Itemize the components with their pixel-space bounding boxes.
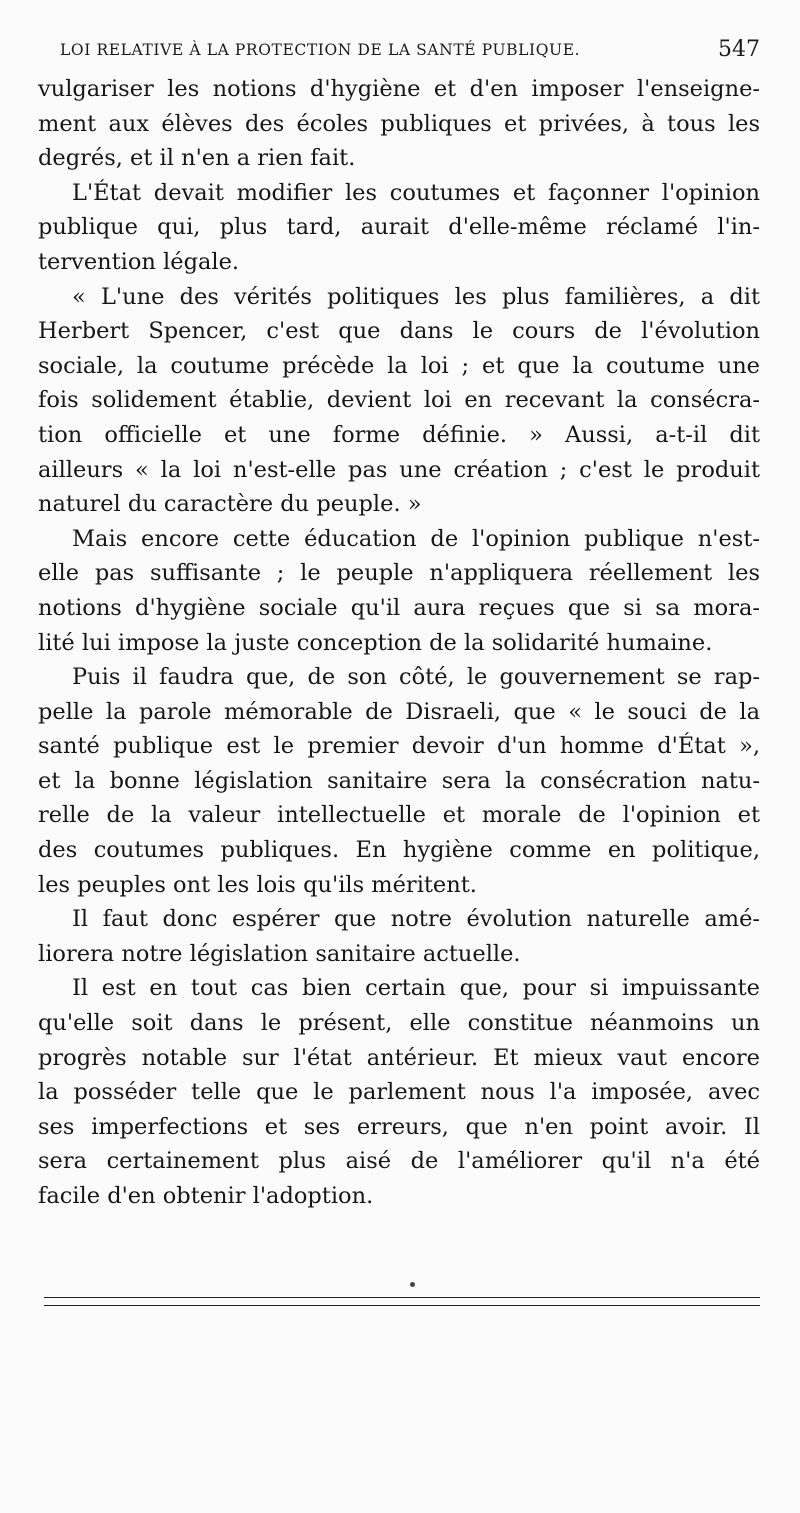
- text-line: sociale, la coutume précède la loi ; et que la coutume une: [38, 352, 760, 379]
- paragraph: [38, 522, 760, 660]
- text-line: degrés, et il n'en a rien fait.: [38, 145, 356, 172]
- paragraph: [38, 660, 760, 902]
- text-line: ment aux élèves des écoles publiques et privées, à tous les: [38, 110, 760, 137]
- text-line: tervention légale.: [38, 248, 240, 275]
- text-line: la posséder telle que le parlement nous l'a imposée, avec: [38, 1079, 760, 1106]
- text-line: liorera notre législation sanitaire actuelle.: [38, 940, 521, 967]
- body-text: [38, 72, 760, 1214]
- text-line: Herbert Spencer, c'est que dans le cours de l'évolution: [38, 318, 760, 345]
- text-line: ses imperfections et ses erreurs, que n'en point avoir. Il: [38, 1113, 760, 1140]
- text-line: Il faut donc espérer que notre évolution naturelle amé-: [72, 906, 760, 933]
- text-line: notions d'hygiène sociale qu'il aura reçues que si sa mora-: [38, 594, 760, 621]
- text-line: elle pas suffisante ; le peuple n'appliquera réellement les: [38, 560, 760, 587]
- paragraph: [38, 971, 760, 1213]
- text-line: sera certainement plus aisé de l'améliorer qu'il n'a été: [38, 1148, 760, 1175]
- text-line: pelle la parole mémorable de Disraeli, que « le souci de la: [38, 698, 760, 725]
- text-line: et la bonne législation sanitaire sera la consécration natu-: [38, 767, 760, 794]
- text-line: relle de la valeur intellectuelle et morale de l'opinion et: [38, 802, 760, 829]
- running-title: LOI RELATIVE À LA PROTECTION DE LA SANTÉ PUBLIQUE.: [60, 41, 581, 59]
- text-line: Puis il faudra que, de son côté, le gouvernement se rap-: [72, 664, 760, 691]
- text-line: publique qui, plus tard, aurait d'elle-même réclamé l'in-: [38, 214, 760, 241]
- paragraph: [38, 902, 760, 971]
- running-head: [60, 37, 760, 67]
- paragraph: [38, 176, 760, 280]
- paragraph: [38, 72, 760, 176]
- text-line: qu'elle soit dans le présent, elle constitue néanmoins un: [38, 1010, 760, 1037]
- text-line: des coutumes publiques. En hygiène comme en politique,: [38, 837, 760, 864]
- text-line: L'État devait modifier les coutumes et façonner l'opinion: [72, 179, 760, 206]
- text-line: facile d'en obtenir l'adoption.: [38, 1183, 374, 1209]
- text-line: fois solidement établie, devient loi en recevant la consécra-: [38, 387, 760, 414]
- text-line: ailleurs « la loi n'est-elle pas une création ; c'est le produit: [38, 456, 760, 483]
- closing-rule-bottom: [44, 1305, 760, 1306]
- text-line: lité lui impose la juste conception de la solidarité humaine.: [38, 629, 713, 656]
- closing-rule-top: [44, 1297, 760, 1298]
- text-line: Mais encore cette éducation de l'opinion publique n'est-: [72, 525, 760, 552]
- text-line: naturel du caractère du peuple. »: [38, 491, 422, 518]
- text-line: progrès notable sur l'état antérieur. Et mieux vaut encore: [38, 1044, 760, 1071]
- paragraph: [38, 280, 760, 522]
- text-line: vulgariser les notions d'hygiène et d'en imposer l'enseigne-: [38, 76, 760, 102]
- text-line: Il est en tout cas bien certain que, pour si impuissante: [72, 975, 760, 1002]
- ornament-dot: [410, 1282, 415, 1287]
- text-line: « L'une des vérités politiques les plus familières, a dit: [72, 283, 760, 310]
- text-line: santé publique est le premier devoir d'un homme d'État »,: [38, 733, 760, 760]
- text-line: tion officielle et une forme définie. » Aussi, a-t-il dit: [38, 421, 760, 448]
- page-number: 547: [718, 37, 760, 62]
- text-line: les peuples ont les lois qu'ils méritent.: [38, 871, 477, 898]
